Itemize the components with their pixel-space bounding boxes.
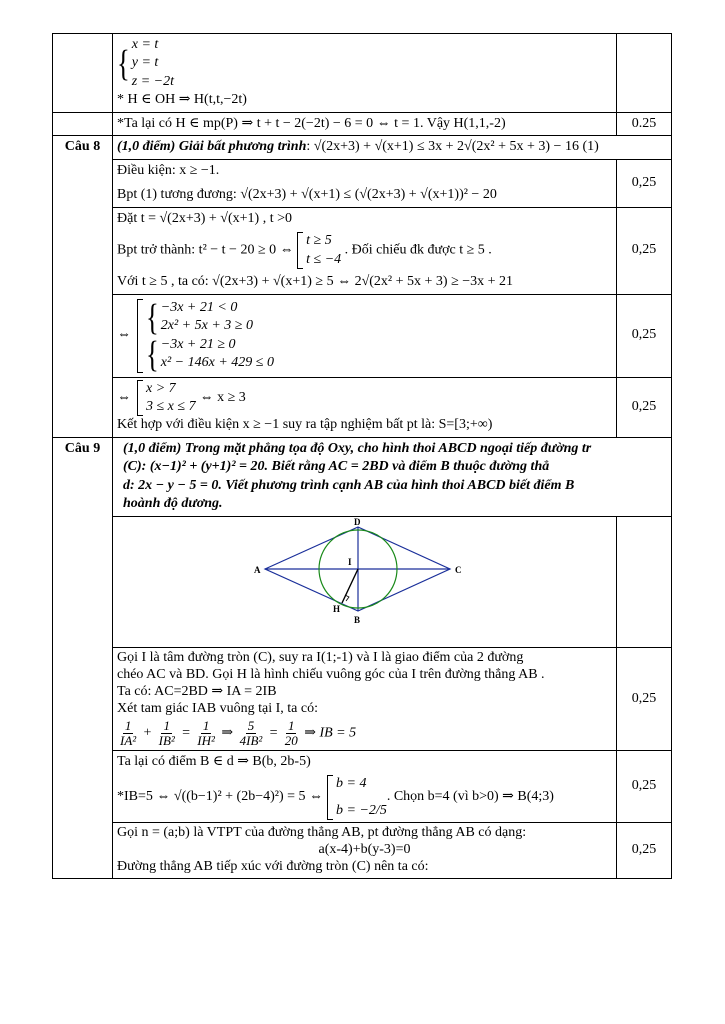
q8-step-1: Điều kiện: x ≥ −1. Bpt (1) tương đương: √(2x+3) + √(x+1) ≤ (√(2x+3) + √(x+1))² − 20 0,25 [53,159,672,207]
q9-statement: (1,0 điểm) Trong mặt phẳng tọa độ Oxy, cho hình thoi ABCD ngoại tiếp đường tr (C): (x−1)² + (y+1)² = 20. Biết rằng AC = 2BD và điểm B thuộc đường thẳ d: 2x − y − 5 = 0. Viết phương trình cạnh AB của hình thoi ABCD biết điểm B hoành độ dương. [113,437,672,516]
question-label: Câu 9 [53,437,113,878]
score: 0,25 [617,750,672,822]
score: 0.25 [617,112,672,135]
score: 0,25 [617,159,672,207]
score: 0,25 [617,294,672,377]
ratio-equation: $\frac{1}{\text{IA²}}$ + $\frac{1}{\text{IB²}}$ = $\frac{1}{\text{IH²}}$ ⇒ $\frac{5}{\text{4IB²}}$ = $\frac{1}{20}$ ⇒ IB = 5 [120,719,357,748]
x-system-union: { −3x + 21 < 0 2x² + 5x + 3 ≥ 0 { −3x + 21 ≥ 0 x² − 146x + 429 ≤ 0 [137,299,274,373]
b-system: b = 4 b = −2/5 [327,775,387,820]
label-a: A [253,564,260,575]
score: 0,25 [617,648,672,750]
q9-header-row [53,437,672,516]
question-label: Câu 8 [53,136,113,438]
label-h: H [332,603,340,614]
q8-step-4: ⇔ x > 7 3 ≤ x ≤ 7 ⇔ x ≥ 3 Kết hợp với điều kiện x ≥ −1 suy ra tập nghiệm bất pt là: S=[3;+∞) 0,25 [53,377,672,437]
label-c: C [454,564,461,575]
score: 0,25 [617,377,672,437]
segment-ih [342,569,358,603]
h-on-oh-line: * H ∈ OH ⇒ H(t,t,−2t) [117,92,247,108]
q9-figure-row [53,516,672,647]
h-result-text: *Ta lại có H ∈ mp(P) ⇒ t + t − 2(−2t) − 6 = 0 ⇔ t = 1. Vậy H(1,1,-2) [113,112,617,135]
q8-header-row [53,136,672,159]
q9-step-2: Ta lại có điểm B ∈ d ⇒ B(b, 2b-5) *IB=5 ⇔ √((b−1)² + (2b−4)²) = 5 ⇔ b = 4 b = −2/5 . Chọn b=4 (vì b>0) ⇒ B(4;3) 0,25 [53,750,672,822]
label-d: D [353,516,360,527]
answer-table [52,33,672,879]
label-i: I [347,556,352,567]
param-system: { x = t y = t z = −2t [117,37,174,89]
rhombus-figure [250,517,480,641]
row-h-result [53,112,672,135]
q9-step-1: Gọi I là tâm đường tròn (C), suy ra I(1;-1) và I là giao điểm của 2 đường chéo AC và BD. Gọi H là hình chiếu vuông góc của I trên đường thẳng AB . Ta có: AC=2BD ⇒ IA = 2IB Xét tam giác IAB vuông tại I, ta có: $\frac{1}{\text{IA²}}$ + $\frac{1}{\text{IB²}}$ = $\frac{1}{\text{IH²}}$ ⇒ $\frac{5}{\text{4IB²}}$ = $\frac{1}{20}$ ⇒ IB = 5 0,25 [53,648,672,750]
q8-statement: (1,0 điểm) Giải bất phương trình: √(2x+3) + √(x+1) ≤ 3x + 2√(2x² + 5x + 3) − 16 (1) [113,136,672,159]
score: 0,25 [617,207,672,294]
q9-step-3: Gọi n = (a;b) là VTPT của đường thẳng AB, pt đường thẳng AB có dạng: a(x-4)+b(y-3)=0 Đường thẳng AB tiếp xúc với đường tròn (C) nên ta có: 0,25 [53,823,672,878]
final-system: x > 7 3 ≤ x ≤ 7 [137,380,196,417]
q8-step-2: Đặt t = √(2x+3) + √(x+1) , t >0 Bpt trở thành: t² − t − 20 ≥ 0 ⇔ t ≥ 5 t ≤ −4 . Đối chiếu đk được t ≥ 5 . Với t ≥ 5 , ta có: √(2x+3) + √(x+1) ≥ 5 ⇔ 2√(2x² + 5x + 3) ≥ −3x + 21 0,25 [53,207,672,294]
score: 0,25 [617,823,672,878]
row-h-param [53,34,672,113]
label-b: B [353,614,360,625]
q8-step-3: ⇔ { −3x + 21 < 0 2x² + 5x + 3 ≥ 0 { −3x + 21 ≥ 0 x² − 146x + 429 ≤ 0 0,25 [53,294,672,377]
t-system: t ≥ 5 t ≤ −4 [297,232,341,269]
